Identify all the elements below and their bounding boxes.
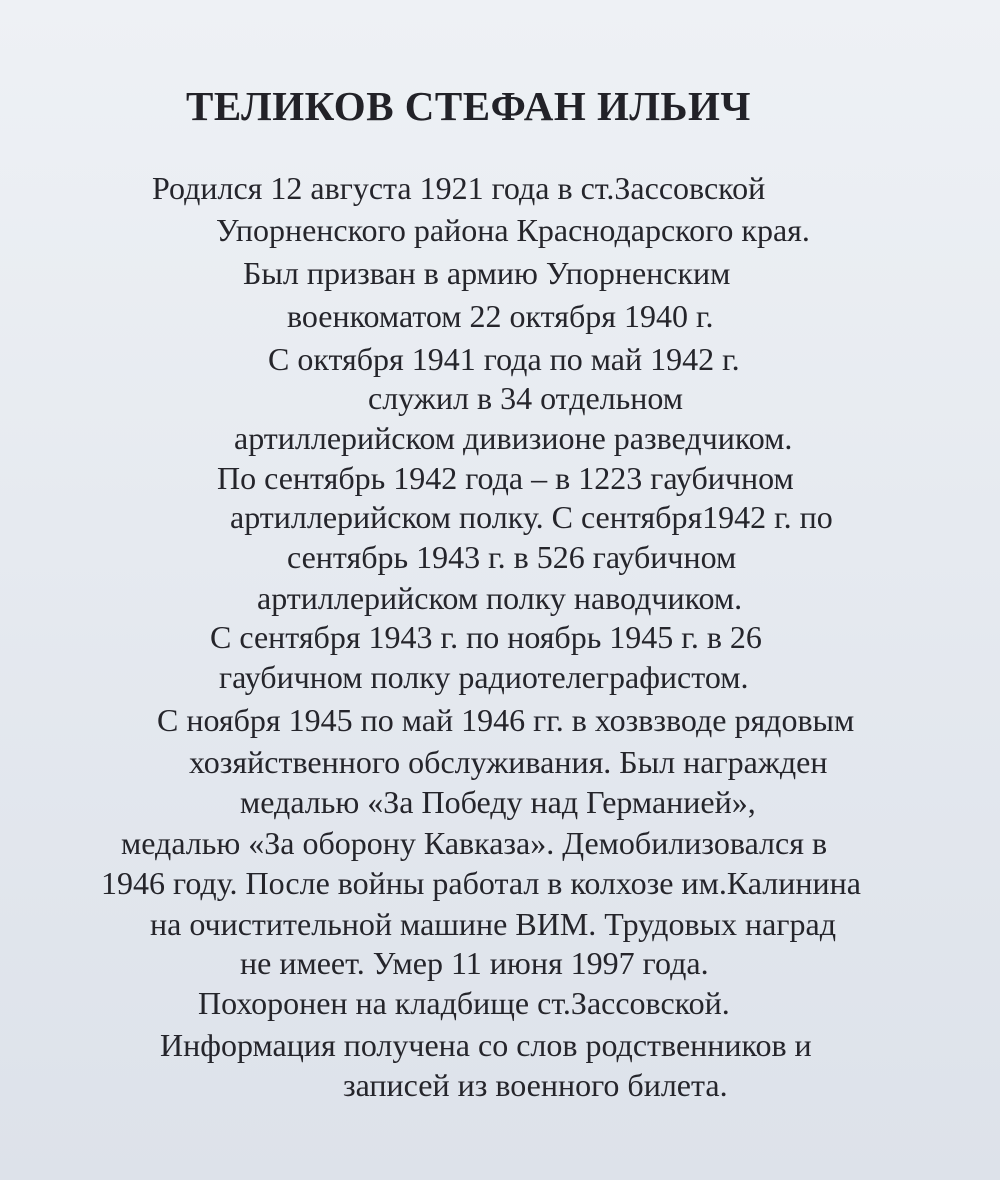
- text-line: сентябрь 1943 г. в 526 гаубичном: [287, 539, 737, 575]
- text-line: С сентября 1943 г. по ноябрь 1945 г. в 26: [210, 619, 762, 655]
- text-line: Упорненского района Краснодарского края.: [216, 212, 810, 248]
- text-line: гаубичном полку радиотелеграфистом.: [219, 659, 749, 695]
- document-title: ТЕЛИКОВ СТЕФАН ИЛЬИЧ: [186, 83, 752, 129]
- text-line: артиллерийском дивизионе разведчиком.: [234, 420, 793, 456]
- text-line: артиллерийском полку наводчиком.: [257, 580, 743, 616]
- text-line: Родился 12 августа 1921 года в ст.Зассовской: [152, 170, 766, 206]
- text-line: на очистительной машине ВИМ. Трудовых наград: [150, 906, 836, 942]
- text-line: хозяйственного обслуживания. Был награжден: [189, 744, 828, 780]
- text-line: записей из военного билета.: [343, 1067, 728, 1103]
- text-line: Был призван в армию Упорненским: [243, 255, 731, 291]
- text-line: служил в 34 отдельном: [368, 380, 684, 416]
- text-line: Похоронен на кладбище ст.Зассовской.: [198, 985, 730, 1021]
- text-line: военкоматом 22 октября 1940 г.: [287, 298, 714, 334]
- text-line: По сентябрь 1942 года – в 1223 гаубичном: [217, 460, 794, 496]
- text-line: артиллерийском полку. С сентября1942 г. по: [230, 499, 833, 535]
- text-line: 1946 году. После войны работал в колхозе им.Калинина: [101, 865, 861, 901]
- text-line: Информация получена со слов родственников и: [160, 1027, 812, 1063]
- text-line: медалью «За Победу над Германией»,: [240, 784, 756, 820]
- text-line: С октября 1941 года по май 1942 г.: [268, 341, 740, 377]
- text-line: не имеет. Умер 11 июня 1997 года.: [240, 945, 709, 981]
- text-line: медалью «За оборону Кавказа». Демобилизовался в: [121, 825, 828, 861]
- text-line: С ноября 1945 по май 1946 гг. в хозвзводе рядовым: [157, 702, 855, 738]
